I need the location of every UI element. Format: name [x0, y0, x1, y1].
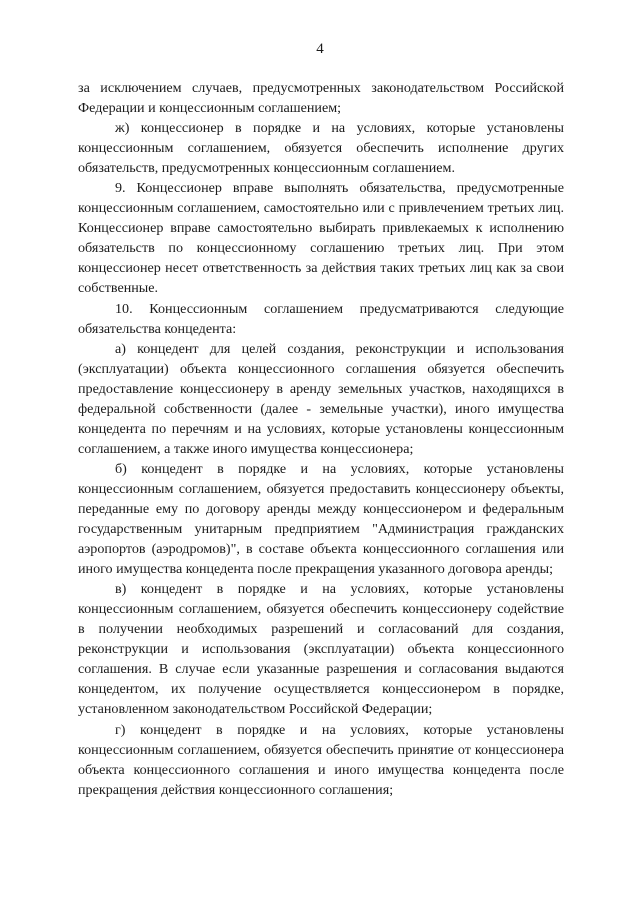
page-number: 4 [316, 41, 324, 57]
paragraph-clause-9: 9. Концессионер вправе выполнять обязательства, предусмотренные концессионным соглашением, самостоятельно или с привлечением третьих лиц. Концессионер вправе самостоятельно выбирать привлекаемых к исполнению обязательств по концессионному соглашению третьих лиц. При этом концессионер несет ответственность за действия таких третьих лиц как за свои собственные. [78, 180, 564, 297]
paragraph-continuation: за исключением случаев, предусмотренных законодательством Российской Федерации и концессионным соглашением; [78, 80, 564, 117]
paragraph-item-v: в) концедент в порядке и на условиях, которые установлены концессионным соглашением, обязуется обеспечить концессионеру содействие в получении необходимых разрешений и согласований для создания, реконструкции и использования (эксплуатации) объекта концессионного соглашения. В случае если указанные разрешения и согласования выдаются концедентом, их получение осуществляется концессионером в порядке, установленном законодательством Российской Федерации; [78, 581, 564, 718]
paragraph-clause-10: 10. Концессионным соглашением предусматриваются следующие обязательства концедента: [78, 300, 564, 337]
paragraph-item-a: а) концедент для целей создания, реконструкции и использования (эксплуатации) объекта концессионного соглашения обязуется обеспечить предоставление концессионеру в аренду земельных участков, находящихся в федеральной собственности (далее - земельные участки), иного имущества концедента по перечням и на условиях, которые установлены концессионным соглашением, а также иного имущества концессионера; [78, 340, 564, 457]
paragraph-item-g: г) концедент в порядке и на условиях, которые установлены концессионным соглашением, обязуется обеспечить принятие от концессионера объекта концессионного соглашения и иного имущества концедента после прекращения действия концессионного соглашения; [78, 721, 564, 798]
document-body [78, 78, 564, 800]
paragraph-item-b: б) концедент в порядке и на условиях, которые установлены концессионным соглашением, обязуется предоставить концессионеру объекты, переданные ему по договору аренды между концессионером и федеральным государственным унитарным предприятием "Администрация гражданских аэропортов (аэродромов)", в составе объекта концессионного соглашения или иного имущества концедента после прекращения указанного договора аренды; [78, 460, 564, 578]
paragraph-item-zh: ж) концессионер в порядке и на условиях, которые установлены концессионным соглашением, обязуется обеспечить исполнение других обязательств, предусмотренных концессионным соглашением. [78, 120, 564, 177]
